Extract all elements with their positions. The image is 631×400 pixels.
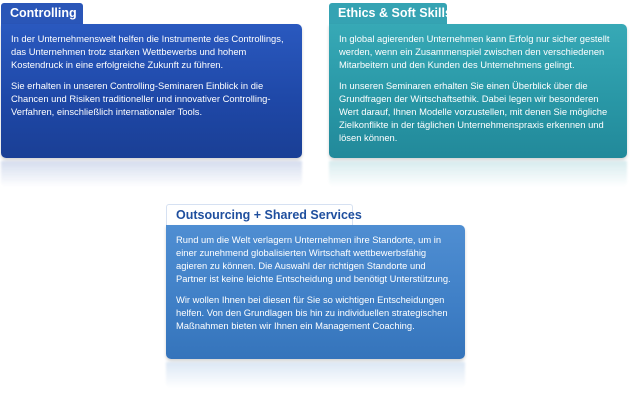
card-ethics-soft-skills	[329, 3, 627, 158]
card-title[interactable]: Controlling	[1, 3, 83, 24]
card-paragraph: Wir wollen Ihnen bei diesen für Sie so wichtigen Entscheidungen helfen. Von den Grundlagen bis hin zu individuellen strategischen Maßnahmen bieten wir Ihnen ein Management Coaching.	[176, 294, 448, 331]
card-outsourcing-shared-services	[166, 204, 465, 359]
card-body	[329, 24, 627, 158]
card-title[interactable]: Ethics & Soft Skills	[329, 3, 447, 24]
card-body	[1, 24, 302, 158]
card-title[interactable]: Outsourcing + Shared Services	[166, 204, 353, 225]
card-paragraph: Sie erhalten in unseren Controlling-Seminaren Einblick in die Chancen und Risiken traditioneller und innovativer Controlling-Verfahren, einschließlich internationaler Tools.	[11, 80, 271, 117]
card-reflection	[166, 362, 465, 388]
card-paragraph: In der Unternehmenswelt helfen die Instrumente des Controllings, das Unternehmen trotz starken Wettbewerbs und hohem Kostendruck in eine erfolgreiche Zukunft zu führen.	[11, 33, 284, 70]
card-reflection	[329, 161, 627, 187]
card-paragraph: Rund um die Welt verlagern Unternehmen ihre Standorte, um in einer zunehmend globalisierten Wirtschaft wettbewerbsfähig agieren zu können. Die Auswahl der richtigen Standorte und Partner ist keine leichte Entscheidung und benötigt Unterstützung.	[176, 234, 451, 284]
card-body	[166, 225, 465, 359]
card-controlling	[1, 3, 302, 158]
card-paragraph: In global agierenden Unternehmen kann Erfolg nur sicher gestellt werden, wenn ein Zusammenspiel zwischen den verschiedenen Mitarbeitern und den Kunden des Unternehmens gelingt.	[339, 33, 610, 70]
card-reflection	[1, 161, 302, 187]
card-paragraph: In unseren Seminaren erhalten Sie einen Überblick über die Grundfragen der Wirtschaftsethik. Dabei legen wir besonderen Wert darauf, Ihnen Modelle vorzustellen, mit denen Sie mögliche Zielkonflikte in der täglichen Unternehmenspraxis erkennen und lösen können.	[339, 80, 608, 143]
